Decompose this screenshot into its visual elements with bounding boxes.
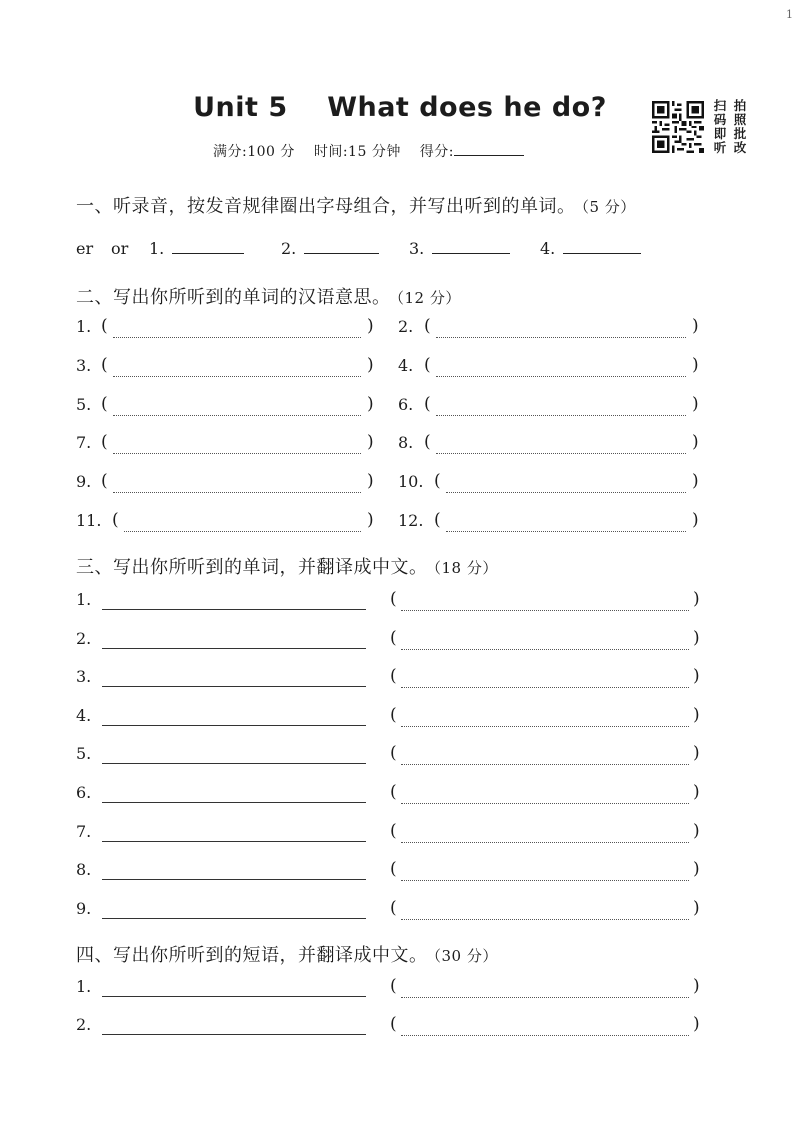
s1-blank-2[interactable] [304, 239, 379, 254]
s2-item-number: 8. [398, 433, 414, 453]
section3-translation-blank[interactable] [401, 649, 689, 650]
section3-item-number: 6. [76, 783, 92, 802]
open-paren: ( [112, 510, 119, 530]
section4-points: （30 分） [433, 947, 498, 965]
section4-item-number: 1. [76, 977, 92, 996]
s2-answer-blank[interactable] [446, 531, 686, 532]
prefix-er: er [76, 239, 94, 258]
open-paren: ( [390, 1014, 397, 1034]
s2-item-number: 7. [76, 433, 92, 453]
s2-item-number: 10. [398, 472, 424, 492]
section4-translation-blank[interactable] [401, 1035, 689, 1036]
section3-item-number: 1. [76, 590, 92, 609]
s2-answer-blank[interactable] [113, 376, 361, 377]
s2-answer-blank[interactable] [113, 337, 361, 338]
open-paren: ( [424, 316, 431, 336]
exam-meta [213, 141, 538, 161]
qr-label: 扫 拍 码 照 即 批 听 改 [713, 98, 747, 155]
section3-item-number: 3. [76, 667, 92, 687]
section4-item-number: 2. [76, 1015, 92, 1034]
s2-answer-blank[interactable] [113, 492, 361, 493]
s2-answer-blank[interactable] [436, 415, 686, 416]
open-paren: ( [101, 354, 108, 375]
section3-item-number: 8. [76, 860, 92, 880]
close-paren: ) [367, 354, 374, 375]
open-paren: ( [390, 782, 397, 802]
section3-word-blank[interactable] [102, 879, 366, 880]
s2-item-number: 6. [398, 394, 414, 414]
open-paren: ( [390, 820, 397, 841]
open-paren: ( [390, 859, 397, 880]
open-paren: ( [101, 432, 108, 453]
section3-item-number: 5. [76, 744, 92, 764]
open-paren: ( [424, 393, 431, 414]
close-paren: ) [692, 432, 699, 453]
close-paren: ) [693, 743, 700, 764]
close-paren: ) [693, 820, 700, 841]
close-paren: ) [367, 510, 374, 530]
close-paren: ) [692, 471, 699, 492]
section2-points: （12 分） [396, 289, 461, 307]
s1-item-4: 4. [540, 239, 641, 258]
section3-translation-blank[interactable] [401, 687, 689, 688]
section3-translation-blank[interactable] [401, 880, 689, 881]
section3-title: 三、写出你所听到的单词，并翻译成中文。 （18 分） [76, 557, 498, 578]
section4-word-blank[interactable] [102, 996, 366, 997]
page-edge-mark: 1 [786, 8, 793, 21]
open-paren: ( [390, 743, 397, 764]
open-paren: ( [390, 704, 397, 725]
section3-word-blank[interactable] [102, 609, 366, 610]
section1-points: （5 分） [581, 198, 636, 216]
section3-word-blank[interactable] [102, 802, 366, 803]
score-blank[interactable] [454, 143, 524, 156]
s2-item-number: 2. [398, 317, 414, 336]
s2-answer-blank[interactable] [113, 453, 361, 454]
section3-translation-blank[interactable] [401, 610, 689, 611]
s2-item-number: 4. [398, 355, 414, 375]
section3-translation-blank[interactable] [401, 842, 689, 843]
close-paren: ) [693, 589, 700, 609]
s2-answer-blank[interactable] [436, 337, 686, 338]
open-paren: ( [101, 316, 108, 336]
s2-answer-blank[interactable] [436, 453, 686, 454]
section3-word-blank[interactable] [102, 841, 366, 842]
s2-item-number: 1. [76, 317, 92, 336]
open-paren: ( [424, 432, 431, 453]
s2-item-number: 11. [76, 511, 102, 530]
section3-word-blank[interactable] [102, 686, 366, 687]
open-paren: ( [424, 354, 431, 375]
close-paren: ) [367, 432, 374, 453]
section3-item-number: 2. [76, 628, 92, 648]
section3-item-number: 7. [76, 821, 92, 841]
s1-blank-3[interactable] [432, 239, 510, 254]
s2-item-number: 3. [76, 355, 92, 375]
section1-title: 一、听录音，按发音规律圈出字母组合，并写出听到的单词。 （5 分） [76, 196, 636, 217]
close-paren: ) [367, 471, 374, 492]
close-paren: ) [692, 354, 699, 375]
s2-item-number: 9. [76, 472, 92, 492]
s1-blank-4[interactable] [563, 239, 641, 254]
close-paren: ) [693, 782, 700, 802]
section3-word-blank[interactable] [102, 763, 366, 764]
open-paren: ( [390, 627, 397, 648]
section3-word-blank[interactable] [102, 725, 366, 726]
section3-item-number: 9. [76, 898, 92, 918]
close-paren: ) [693, 704, 700, 725]
section3-word-blank[interactable] [102, 918, 366, 919]
open-paren: ( [390, 976, 397, 996]
close-paren: ) [692, 393, 699, 414]
s2-answer-blank[interactable] [436, 376, 686, 377]
section3-points: （18 分） [433, 559, 498, 577]
close-paren: ) [367, 316, 374, 336]
section3-translation-blank[interactable] [401, 764, 689, 765]
close-paren: ) [693, 859, 700, 880]
s2-item-number: 12. [398, 511, 424, 530]
close-paren: ) [692, 316, 699, 336]
s1-item-3: 3. [409, 239, 510, 258]
s2-answer-blank[interactable] [113, 415, 361, 416]
section3-translation-blank[interactable] [401, 919, 689, 920]
score-label: 得分: [419, 144, 454, 160]
section3-word-blank[interactable] [102, 648, 366, 649]
qr-code-icon[interactable] [652, 98, 704, 156]
section4-title: 四、写出你所听到的短语，并翻译成中文。 （30 分） [76, 945, 498, 966]
section4-translation-blank[interactable] [401, 997, 689, 998]
section3-translation-blank[interactable] [401, 803, 689, 804]
open-paren: ( [434, 510, 441, 530]
close-paren: ) [692, 510, 699, 530]
close-paren: ) [693, 976, 700, 996]
s2-answer-blank[interactable] [124, 531, 361, 532]
open-paren: ( [390, 589, 397, 609]
page-title: Unit 5 What does he do? [193, 92, 607, 123]
open-paren: ( [101, 393, 108, 414]
close-paren: ) [693, 897, 700, 918]
open-paren: ( [101, 471, 108, 492]
section3-item-number: 4. [76, 705, 92, 725]
section4-word-blank[interactable] [102, 1034, 366, 1035]
close-paren: ) [693, 666, 700, 687]
section3-translation-blank[interactable] [401, 726, 689, 727]
time-limit: 时间:15 分钟 [313, 144, 401, 160]
s1-item-1: 1. [149, 239, 244, 258]
s2-item-number: 5. [76, 394, 92, 414]
close-paren: ) [693, 1014, 700, 1034]
s2-answer-blank[interactable] [446, 492, 686, 493]
close-paren: ) [367, 393, 374, 414]
full-score: 满分:100 分 [213, 144, 295, 160]
s1-blank-1[interactable] [172, 239, 244, 254]
s1-item-2: 2. [281, 239, 379, 258]
open-paren: ( [390, 666, 397, 687]
open-paren: ( [390, 897, 397, 918]
open-paren: ( [434, 471, 441, 492]
prefix-or: or [111, 239, 129, 258]
close-paren: ) [693, 627, 700, 648]
section2-title: 二、写出你所听到的单词的汉语意思。 （12 分） [76, 287, 461, 308]
